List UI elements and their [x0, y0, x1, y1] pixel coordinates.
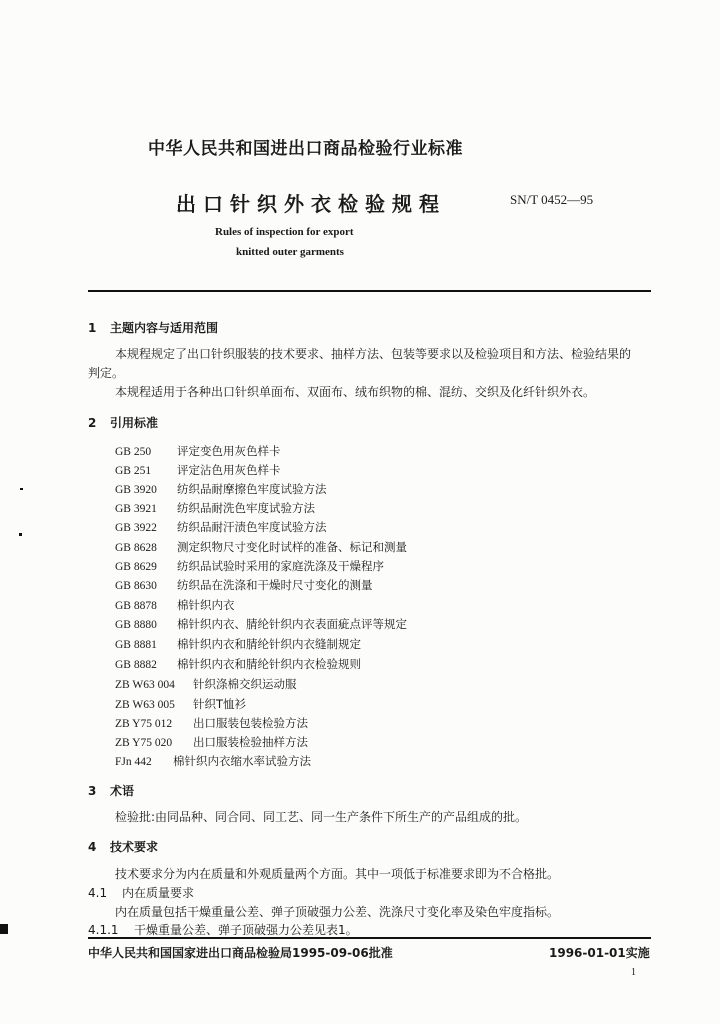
section-4-number: 4 — [88, 840, 97, 854]
reference-code: ZB W63 005 — [115, 699, 175, 711]
reference-code: GB 251 — [115, 465, 152, 477]
reference-item — [115, 597, 235, 613]
reference-code: GB 8881 — [115, 639, 157, 651]
reference-code: GB 8630 — [115, 580, 157, 592]
reference-code: ZB Y75 012 — [115, 718, 173, 730]
standard-code: SN/T 0452—95 — [510, 192, 594, 207]
section-2-heading — [88, 414, 158, 431]
reference-title: 针织T恤衫 — [193, 697, 247, 711]
reference-code: GB 8880 — [115, 619, 157, 631]
section-4-heading — [88, 838, 158, 855]
industry-standard-heading: 中华人民共和国进出口商品检验行业标准 — [148, 139, 463, 159]
reference-title: 棉针织内衣、腈纶针织内衣表面疵点评等规定 — [177, 617, 407, 631]
reference-code: GB 8628 — [115, 542, 157, 554]
reference-title: 评定沾色用灰色样卡 — [177, 463, 281, 477]
reference-code: GB 8878 — [115, 600, 157, 612]
english-title-line1: Rules of inspection for export — [215, 226, 354, 238]
reference-title: 评定变色用灰色样卡 — [177, 444, 281, 458]
reference-item — [115, 715, 308, 731]
reference-code: FJn 442 — [115, 756, 152, 768]
reference-code: GB 8629 — [115, 561, 157, 573]
reference-item — [115, 636, 361, 652]
page-number: 1 — [631, 967, 636, 978]
section-2-number: 2 — [88, 416, 97, 430]
reference-item — [115, 734, 308, 750]
subsection-4-1-1-number: 4.1.1 — [88, 923, 119, 937]
scan-artifact-mark — [0, 924, 8, 934]
section-1-title: 主题内容与适用范围 — [110, 321, 219, 335]
reference-title: 针织涤棉交织运动服 — [193, 677, 297, 691]
scan-artifact-speck — [20, 488, 23, 490]
reference-item — [115, 539, 407, 555]
reference-code: ZB Y75 020 — [115, 737, 173, 749]
subsection-4-1-1-text: 干燥重量公差、弹子顶破强力公差见表1。 — [134, 923, 358, 937]
reference-item — [115, 558, 384, 574]
subsection-4-1-1 — [88, 921, 358, 938]
scan-artifact-speck — [19, 533, 22, 536]
subsection-4-1-title: 内在质量要求 — [122, 886, 195, 900]
reference-code: GB 8882 — [115, 659, 157, 671]
reference-code: ZB W63 004 — [115, 679, 175, 691]
section-3-number: 3 — [88, 784, 97, 798]
reference-title: 纺织品试验时采用的家庭洗涤及干燥程序 — [177, 559, 384, 573]
effective-date: 1996-01-01实施 — [549, 946, 650, 960]
reference-code: GB 3921 — [115, 503, 157, 515]
reference-title: 出口服装包装检验方法 — [193, 716, 308, 730]
approval-statement: 中华人民共和国国家进出口商品检验局1995-09-06批准 — [88, 946, 393, 960]
subsection-4-1-number: 4.1 — [88, 886, 108, 900]
reference-title: 纺织品耐汗渍色牢度试验方法 — [177, 520, 327, 534]
section-1-number: 1 — [88, 321, 97, 335]
reference-item — [115, 676, 297, 692]
reference-item — [115, 443, 281, 459]
reference-code: GB 3920 — [115, 484, 157, 496]
reference-code: GB 3922 — [115, 522, 157, 534]
section-4-intro: 技术要求分为内在质量和外观质量两个方面。其中一项低于标准要求即为不合格批。 — [115, 867, 560, 881]
reference-item — [115, 577, 373, 593]
reference-title: 纺织品在洗涤和干燥时尺寸变化的测量 — [177, 578, 373, 592]
reference-item — [115, 481, 327, 497]
reference-item — [115, 500, 315, 516]
section-3-title: 术语 — [110, 784, 135, 798]
reference-code: GB 250 — [115, 446, 152, 458]
reference-title: 测定织物尺寸变化时试样的准备、标记和测量 — [177, 540, 407, 554]
section-1-paragraph-1-line-1: 本规程规定了出口针织服装的技术要求、抽样方法、包装等要求以及检验项目和方法、检验结果的 — [115, 347, 632, 361]
document-title: 出口针织外衣检验规程 — [176, 192, 446, 216]
section-1-heading — [88, 319, 218, 336]
reference-title: 棉针织内衣缩水率试验方法 — [173, 754, 311, 768]
section-1-paragraph-2: 本规程适用于各种出口针织单面布、双面布、绒布织物的棉、混纺、交织及化纤针织外衣。 — [115, 385, 596, 399]
reference-item — [115, 753, 311, 769]
subsection-4-1-heading — [88, 884, 194, 901]
section-3-definition: 检验批:由同品种、同合同、同工艺、同一生产条件下所生产的产品组成的批。 — [115, 810, 528, 824]
reference-title: 出口服装检验抽样方法 — [193, 735, 308, 749]
reference-item — [115, 696, 246, 712]
english-title-line2: knitted outer garments — [236, 246, 344, 258]
reference-item — [115, 616, 407, 632]
reference-title: 纺织品耐洗色牢度试验方法 — [177, 501, 315, 515]
section-4-title: 技术要求 — [110, 840, 159, 854]
section-3-heading — [88, 782, 134, 799]
reference-title: 棉针织内衣 — [177, 598, 235, 612]
reference-title: 棉针织内衣和腈纶针织内衣检验规则 — [177, 657, 361, 671]
subsection-4-1-text: 内在质量包括干燥重量公差、弹子顶破强力公差、洗涤尺寸变化率及染色牢度指标。 — [115, 905, 560, 919]
reference-item — [115, 462, 281, 478]
section-2-title: 引用标准 — [110, 416, 159, 430]
footer-divider — [88, 937, 651, 939]
section-1-paragraph-1-line-2: 判定。 — [88, 366, 125, 380]
reference-item — [115, 656, 361, 672]
header-divider — [88, 290, 651, 292]
reference-item — [115, 519, 327, 535]
reference-title: 纺织品耐摩擦色牢度试验方法 — [177, 482, 327, 496]
reference-title: 棉针织内衣和腈纶针织内衣缝制规定 — [177, 637, 361, 651]
